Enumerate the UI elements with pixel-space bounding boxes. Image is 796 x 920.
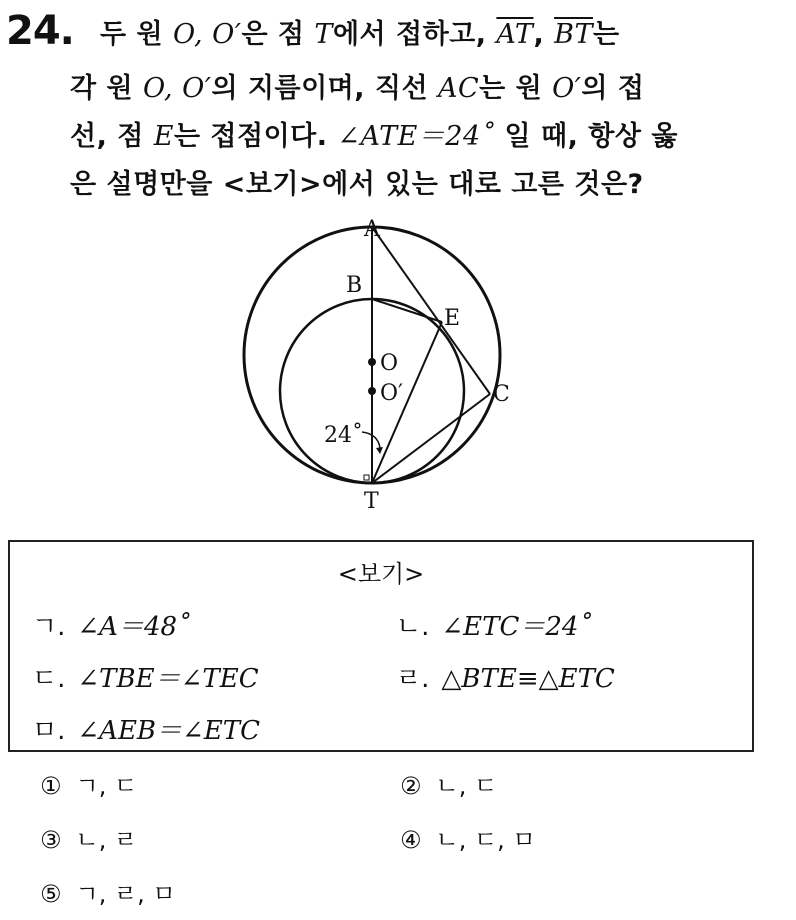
label-angle-24: 24˚ xyxy=(324,423,363,448)
math-point-e: E xyxy=(153,121,174,152)
bogi-expr: ∠ETC＝24˚ xyxy=(441,612,592,642)
choice-text: ㄱ, ㄹ, ㅁ xyxy=(75,880,176,908)
text: 는 xyxy=(592,19,620,50)
choice-number: ① xyxy=(40,772,62,800)
question-line-4: 은 설명만을 <보기>에서 있는 대로 고른 것은? xyxy=(70,169,644,200)
bogi-item-2 xyxy=(396,606,591,643)
bogi-item-4 xyxy=(396,658,615,695)
question-line-3 xyxy=(70,114,678,153)
bogi-item-3 xyxy=(32,658,259,695)
text: 의 지름이며, 직선 xyxy=(211,73,438,104)
choice-number: ③ xyxy=(40,826,62,854)
math-line-ac: AC xyxy=(437,73,480,104)
bogi-title: <보기> xyxy=(337,560,425,588)
choice-text: ㄴ, ㄷ xyxy=(435,772,498,800)
bogi-item-1 xyxy=(32,606,190,643)
center-o-prime-dot xyxy=(368,387,376,395)
segment-at: $\overline{AT}$ xyxy=(496,19,534,50)
math-circle-o2: O′ xyxy=(552,73,582,104)
right-angle-mark xyxy=(364,475,369,480)
choice-text: ㄴ, ㄷ, ㅁ xyxy=(435,826,536,854)
text: 두 원 xyxy=(100,19,173,50)
text: 는 접점이다. xyxy=(173,121,338,152)
label-o: O xyxy=(380,351,399,376)
choice-text: ㄱ, ㄷ xyxy=(75,772,138,800)
label-a: A xyxy=(364,217,380,242)
bogi-marker: ㄱ. xyxy=(32,612,66,642)
question-line-2 xyxy=(70,66,644,105)
math-circles: O, O′ xyxy=(142,73,212,104)
text: 은 점 xyxy=(241,19,315,50)
math-circles: O, O′ xyxy=(172,19,242,50)
choice-number: ④ xyxy=(400,826,422,854)
text: 의 접 xyxy=(581,73,645,104)
text: 에서 접하고, xyxy=(332,19,497,50)
text: 일 때, 항상 옳 xyxy=(494,121,678,152)
segment-bt: $\overline{BT}$ xyxy=(554,19,593,50)
choice-5[interactable] xyxy=(40,874,176,909)
bogi-expr: ∠A＝48˚ xyxy=(77,612,191,642)
bogi-marker: ㄴ. xyxy=(396,612,430,642)
math-point-t: T xyxy=(314,19,333,50)
label-o-prime: O′ xyxy=(380,381,404,406)
bogi-marker: ㄷ. xyxy=(32,664,66,694)
label-e: E xyxy=(444,306,461,331)
label-b: B xyxy=(346,273,363,298)
bogi-expr: ∠AEB＝∠ETC xyxy=(77,716,261,746)
figure-svg xyxy=(220,212,520,512)
bogi-marker: ㅁ. xyxy=(32,716,66,746)
question-line-1 xyxy=(100,12,620,51)
geometry-figure xyxy=(220,212,520,516)
text: 각 원 xyxy=(70,73,143,104)
choice-text: ㄴ, ㄹ xyxy=(75,826,138,854)
choice-1[interactable] xyxy=(40,766,137,801)
bogi-marker: ㄹ. xyxy=(396,664,430,694)
bogi-expr: △BTE≡△ETC xyxy=(441,664,615,694)
bogi-box xyxy=(8,540,754,752)
text: 선, 점 xyxy=(70,121,154,152)
choice-number: ② xyxy=(400,772,422,800)
choice-4[interactable] xyxy=(400,820,536,855)
text: , xyxy=(533,19,555,50)
angle-arrow-head xyxy=(376,447,383,454)
choice-number: ⑤ xyxy=(40,880,62,908)
bogi-item-5 xyxy=(32,710,260,747)
label-c: C xyxy=(493,382,510,407)
label-t: T xyxy=(364,489,379,512)
center-o-dot xyxy=(368,358,376,366)
math-angle-ate: ∠ATE＝24˚ xyxy=(337,121,495,152)
text: 는 원 xyxy=(479,73,553,104)
bogi-expr: ∠TBE＝∠TEC xyxy=(77,664,259,694)
choice-3[interactable] xyxy=(40,820,137,855)
choice-2[interactable] xyxy=(400,766,497,801)
question-number: 24. xyxy=(6,8,74,54)
